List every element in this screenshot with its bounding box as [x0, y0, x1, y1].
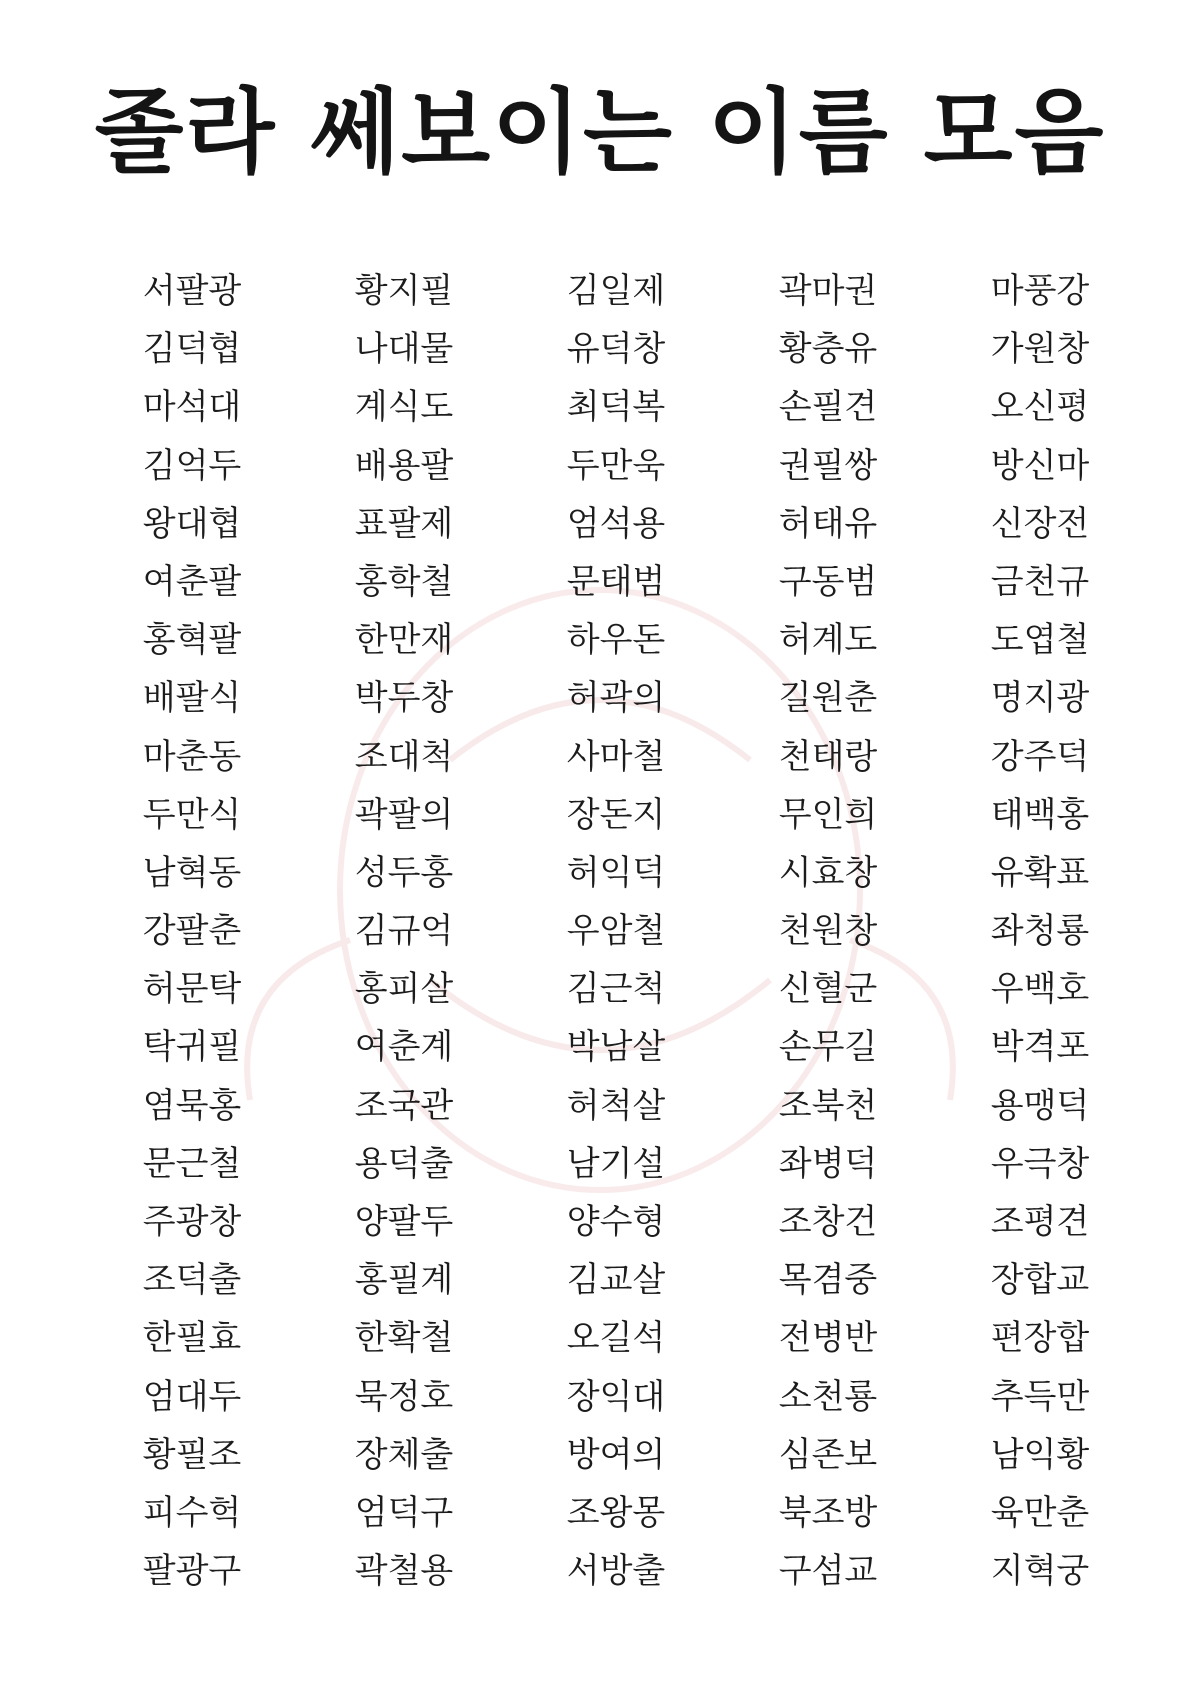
- name-item: 좌병덕: [778, 1143, 878, 1184]
- name-item: 오신평: [990, 387, 1090, 428]
- name-item: 천태랑: [778, 736, 878, 777]
- name-item: 양팔두: [354, 1202, 454, 1242]
- name-item: 시효창: [778, 852, 878, 893]
- name-item: 편장합: [990, 1318, 1090, 1359]
- name-item: 도엽철: [990, 620, 1090, 661]
- name-item: 탁귀필: [142, 1027, 242, 1068]
- name-item: 남익황: [990, 1434, 1090, 1475]
- name-item: 육만춘: [990, 1492, 1090, 1533]
- name-item: 조왕몽: [566, 1492, 666, 1533]
- name-item: 목겸중: [778, 1260, 878, 1301]
- name-item: 조창건: [778, 1202, 878, 1242]
- name-item: 홍피살: [354, 969, 454, 1010]
- name-item: 북조방: [778, 1492, 878, 1533]
- name-item: 태백홍: [990, 794, 1090, 835]
- name-item: 조대척: [354, 736, 454, 777]
- name-item: 박두창: [354, 678, 454, 719]
- name-item: 피수헉: [142, 1492, 242, 1533]
- name-item: 남혁동: [142, 852, 242, 893]
- name-item: 마춘동: [142, 736, 242, 777]
- name-item: 한필효: [142, 1318, 242, 1359]
- name-item: 유확표: [990, 852, 1090, 893]
- name-item: 황필조: [142, 1434, 242, 1475]
- name-item: 사마철: [566, 736, 666, 777]
- name-item: 서방출: [566, 1551, 666, 1592]
- name-item: 곽철용: [354, 1551, 454, 1592]
- name-item: 무인희: [778, 794, 878, 835]
- name-item: 엄대두: [142, 1376, 242, 1417]
- name-item: 김근척: [566, 969, 666, 1010]
- name-item: 신혈군: [778, 969, 878, 1010]
- name-item: 용맹덕: [990, 1085, 1090, 1126]
- name-item: 좌청룡: [990, 911, 1090, 952]
- name-item: 서팔광: [142, 271, 242, 311]
- name-item: 한확철: [354, 1318, 454, 1359]
- name-item: 조덕출: [142, 1260, 242, 1301]
- name-item: 우백호: [990, 969, 1090, 1010]
- name-item: 조북천: [778, 1085, 878, 1126]
- name-item: 유덕창: [566, 329, 666, 370]
- name-item: 방신마: [990, 445, 1090, 486]
- name-item: 금천규: [990, 561, 1090, 602]
- name-item: 오길석: [566, 1318, 666, 1359]
- name-item: 소천룡: [778, 1376, 878, 1417]
- name-item: 문근철: [142, 1143, 242, 1184]
- name-item: 장합교: [990, 1260, 1090, 1301]
- name-item: 우암철: [566, 911, 666, 952]
- name-item: 표팔제: [354, 503, 454, 544]
- name-item: 왕대협: [142, 503, 242, 544]
- name-item: 허척살: [566, 1085, 666, 1126]
- name-item: 전병반: [778, 1318, 878, 1359]
- name-item: 최덕복: [566, 387, 666, 428]
- name-item: 여춘계: [354, 1027, 454, 1068]
- name-item: 가원창: [990, 329, 1090, 370]
- name-item: 계식도: [354, 387, 454, 428]
- page-title: 졸라 쎄보이는 이름 모음: [94, 79, 1106, 186]
- name-item: 김억두: [142, 445, 242, 486]
- name-item: 장돈지: [566, 794, 666, 835]
- name-item: 손필견: [778, 387, 878, 428]
- name-item: 여춘팔: [142, 561, 242, 602]
- name-item: 하우돈: [566, 620, 666, 661]
- name-item: 구동범: [778, 561, 878, 602]
- name-item: 허태유: [778, 503, 878, 544]
- name-item: 강팔춘: [142, 911, 242, 952]
- name-item: 용덕출: [354, 1143, 454, 1184]
- name-item: 허계도: [778, 620, 878, 661]
- name-item: 배팔식: [142, 678, 242, 719]
- name-item: 엄덕구: [354, 1492, 454, 1533]
- name-item: 양수형: [566, 1202, 666, 1242]
- name-item: 허익덕: [566, 852, 666, 893]
- name-item: 신장전: [990, 503, 1090, 544]
- name-list-grid: [86, 262, 1146, 1600]
- name-item: 명지광: [990, 678, 1090, 719]
- name-item: 홍학철: [354, 561, 454, 602]
- name-item: 박남살: [566, 1027, 666, 1068]
- name-item: 김교살: [566, 1260, 666, 1301]
- name-item: 장익대: [566, 1376, 666, 1417]
- name-item: 홍필계: [354, 1260, 454, 1301]
- name-item: 마풍강: [990, 271, 1090, 311]
- name-item: 강주덕: [990, 736, 1090, 777]
- name-item: 방여의: [566, 1434, 666, 1475]
- name-item: 나대물: [354, 329, 454, 370]
- name-item: 남기설: [566, 1143, 666, 1184]
- name-item: 권필쌍: [778, 445, 878, 486]
- name-item: 성두홍: [354, 852, 454, 893]
- name-item: 엄석용: [566, 503, 666, 544]
- name-item: 홍혁팔: [142, 620, 242, 661]
- name-item: 곽마권: [778, 271, 878, 311]
- name-item: 황충유: [778, 329, 878, 370]
- name-item: 우극창: [990, 1143, 1090, 1184]
- name-item: 황지필: [354, 271, 454, 311]
- name-item: 두만식: [142, 794, 242, 835]
- name-item: 염묵홍: [142, 1085, 242, 1126]
- name-item: 손무길: [778, 1027, 878, 1068]
- name-item: 조평견: [990, 1202, 1090, 1242]
- name-item: 허곽의: [566, 678, 666, 719]
- name-item: 박격포: [990, 1027, 1090, 1068]
- name-item: 장체출: [354, 1434, 454, 1475]
- name-item: 문태범: [566, 561, 666, 602]
- name-item: 길원춘: [778, 678, 878, 719]
- name-item: 추득만: [990, 1376, 1090, 1417]
- name-item: 주광창: [142, 1202, 242, 1242]
- name-item: 곽팔의: [354, 794, 454, 835]
- name-item: 김일제: [566, 271, 666, 311]
- name-item: 마석대: [142, 387, 242, 428]
- name-item: 천원창: [778, 911, 878, 952]
- name-item: 김규억: [354, 911, 454, 952]
- name-item: 한만재: [354, 620, 454, 661]
- name-item: 심존보: [778, 1434, 878, 1475]
- name-item: 배용팔: [354, 445, 454, 486]
- name-item: 김덕협: [142, 329, 242, 370]
- name-item: 팔광구: [142, 1551, 242, 1592]
- name-item: 지혁궁: [990, 1551, 1090, 1592]
- name-item: 허문탁: [142, 969, 242, 1010]
- name-item: 조국관: [354, 1085, 454, 1126]
- name-item: 두만욱: [566, 445, 666, 486]
- name-item: 구섬교: [778, 1551, 878, 1592]
- name-item: 묵정호: [354, 1376, 454, 1417]
